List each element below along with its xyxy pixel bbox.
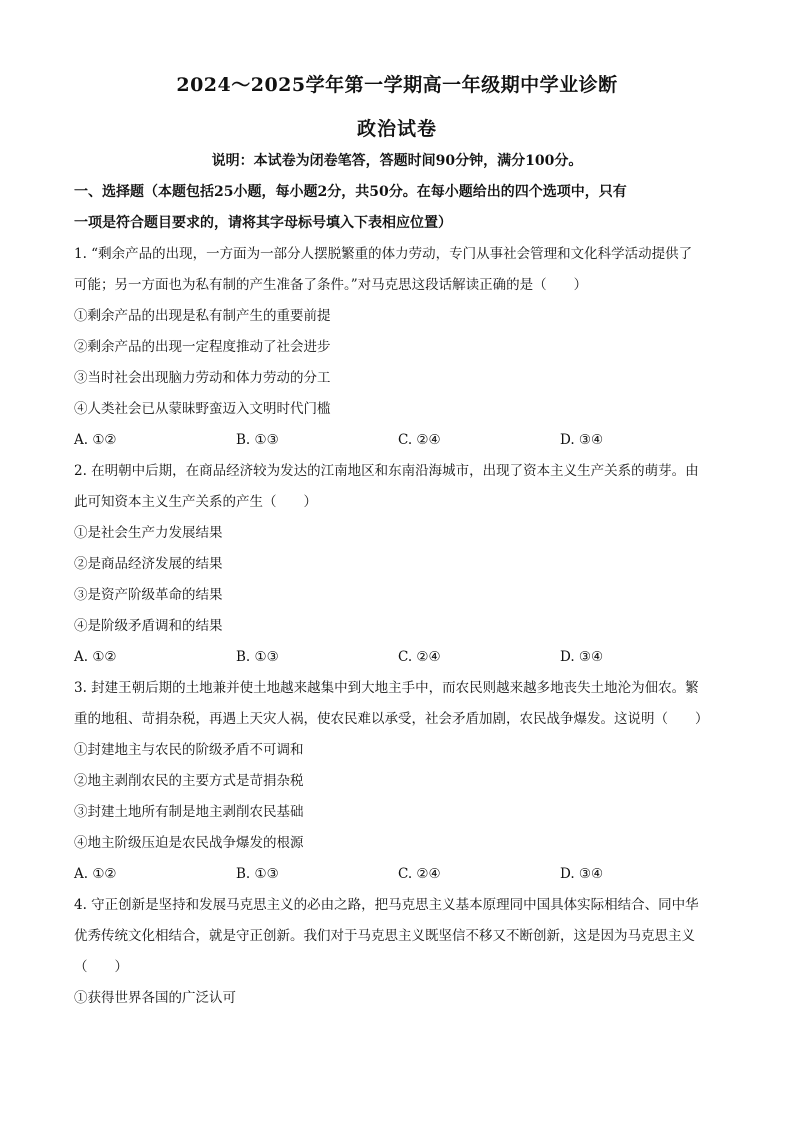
option-b: B. ①③ bbox=[236, 866, 279, 882]
statement-item: ②剩余产品的出现一定程度推动了社会进步 bbox=[74, 339, 331, 355]
option-c: C. ②④ bbox=[398, 649, 441, 665]
question-stem: （ ） bbox=[74, 959, 128, 975]
option-a: A. ①② bbox=[74, 432, 117, 448]
statement-item: ①是社会生产力发展结果 bbox=[74, 525, 223, 541]
question-4 bbox=[74, 895, 724, 1019]
page-title: 2024～2025学年第一学期高一年级期中学业诊断 bbox=[176, 74, 618, 96]
option-a: A. ①② bbox=[74, 649, 117, 665]
section-heading: 一、选择题（本题包括25小题，每小题2分，共50分。在每小题给出的四个选项中，只有 bbox=[74, 184, 627, 200]
statement-item: ②地主剥削农民的主要方式是苛捐杂税 bbox=[74, 773, 304, 789]
question-stem: 2. 在明朝中后期，在商品经济较为发达的江南地区和东南沿海城市，出现了资本主义生产关系的萌芽。由 bbox=[74, 463, 699, 479]
statement-item: ③是资产阶级革命的结果 bbox=[74, 587, 223, 603]
exam-content bbox=[74, 182, 724, 1019]
option-b: B. ①③ bbox=[236, 432, 279, 448]
question-stem: 重的地租、苛捐杂税，再遇上天灾人祸，使农民难以承受，社会矛盾加剧，农民战争爆发。这说明（ ） bbox=[74, 711, 709, 727]
statement-item: ①获得世界各国的广泛认可 bbox=[74, 990, 236, 1006]
section-heading-continued: 一项是符合题目要求的，请将其字母标号填入下表相应位置） bbox=[74, 215, 452, 231]
answer-options bbox=[74, 864, 724, 895]
option-d: D. ③④ bbox=[560, 866, 604, 882]
statement-item: ③当时社会出现脑力劳动和体力劳动的分工 bbox=[74, 370, 331, 386]
option-d: D. ③④ bbox=[560, 432, 604, 448]
question-stem: 此可知资本主义生产关系的产生（ ） bbox=[74, 494, 317, 510]
option-c: C. ②④ bbox=[398, 432, 441, 448]
exam-instructions: 说明：本试卷为闭卷笔答，答题时间90分钟，满分100分。 bbox=[211, 153, 583, 169]
statement-item: ④是阶级矛盾调和的结果 bbox=[74, 618, 223, 634]
question-stem: 3. 封建王朝后期的土地兼并使土地越来越集中到大地主手中，而农民则越来越多地丧失土地沦为佃农。繁 bbox=[74, 680, 699, 696]
statement-item: ①剩余产品的出现是私有制产生的重要前提 bbox=[74, 308, 331, 324]
question-3 bbox=[74, 678, 724, 895]
option-c: C. ②④ bbox=[398, 866, 441, 882]
question-1 bbox=[74, 244, 724, 461]
option-a: A. ①② bbox=[74, 866, 117, 882]
statement-item: ④人类社会已从蒙昧野蛮迈入文明时代门槛 bbox=[74, 401, 331, 417]
question-stem: 4. 守正创新是坚持和发展马克思主义的必由之路，把马克思主义基本原理同中国具体实际相结合、同中华 bbox=[74, 897, 699, 913]
option-d: D. ③④ bbox=[560, 649, 604, 665]
answer-options bbox=[74, 430, 724, 461]
page-subtitle: 政治试卷 bbox=[356, 118, 437, 140]
question-stem: 优秀传统文化相结合，就是守正创新。我们对于马克思主义既坚信不移又不断创新，这是因为马克思主义 bbox=[74, 928, 695, 944]
statement-item: ①封建地主与农民的阶级矛盾不可调和 bbox=[74, 742, 304, 758]
option-b: B. ①③ bbox=[236, 649, 279, 665]
answer-options bbox=[74, 647, 724, 678]
question-stem: 可能；另一方面也为私有制的产生准备了条件。”对马克思这段话解读正确的是（ ） bbox=[74, 277, 588, 293]
statement-item: ④地主阶级压迫是农民战争爆发的根源 bbox=[74, 835, 304, 851]
question-2 bbox=[74, 461, 724, 678]
statement-item: ③封建土地所有制是地主剥削农民基础 bbox=[74, 804, 304, 820]
statement-item: ②是商品经济发展的结果 bbox=[74, 556, 223, 572]
question-stem: 1. “剩余产品的出现，一方面为一部分人摆脱繁重的体力劳动，专门从事社会管理和文化科学活动提供了 bbox=[74, 246, 693, 262]
